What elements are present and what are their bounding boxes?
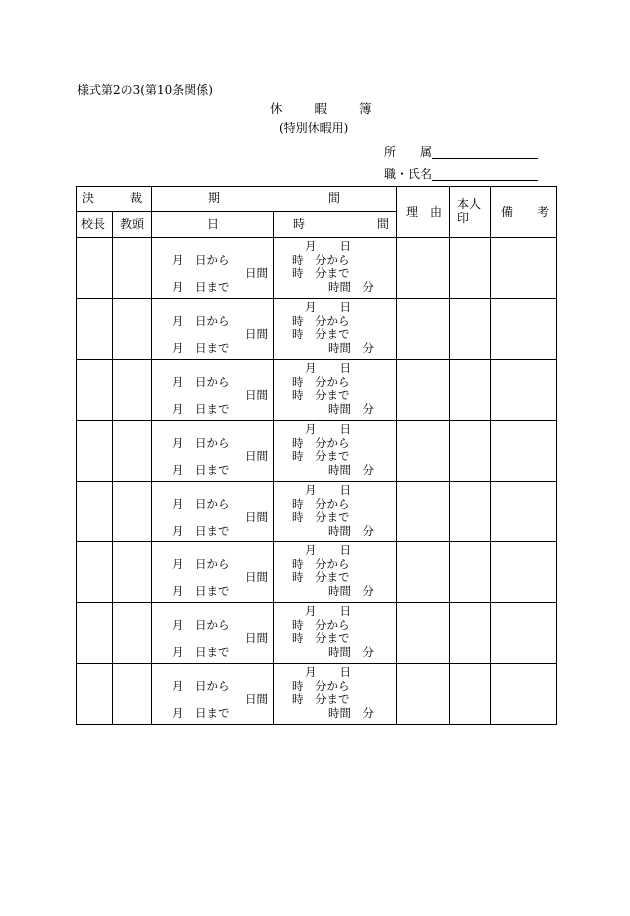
header-seal: 本人 <box>457 197 482 211</box>
row-month-from: 月 日から <box>172 497 230 511</box>
row-month-day: 月 日 <box>305 422 351 436</box>
row-time-from: 時 分から <box>292 375 350 389</box>
col-line-decision <box>151 186 152 725</box>
affiliation-label: 所 属 <box>384 145 433 159</box>
table-border-bottom <box>76 724 557 725</box>
row-month-from: 月 日から <box>172 436 230 450</box>
row-month-from: 月 日から <box>172 375 230 389</box>
table-border-left <box>76 186 77 725</box>
row-days: 日間 <box>245 266 268 280</box>
row-time-from: 時 分から <box>292 497 350 511</box>
row-hours-minutes: 時間 分 <box>328 645 374 659</box>
col-line-seal <box>490 186 491 725</box>
row-time-to: 時 分まで <box>292 510 350 524</box>
row-hours-minutes: 時間 分 <box>328 706 374 720</box>
row-month-to: 月 日まで <box>172 463 230 477</box>
table-border-right <box>556 186 557 725</box>
row-time-to: 時 分まで <box>292 266 350 280</box>
table-border-top <box>76 186 557 187</box>
title-char-3: 簿 <box>358 101 372 116</box>
row-month-from: 月 日から <box>172 679 230 693</box>
row-month-day: 月 日 <box>305 300 351 314</box>
row-month-day: 月 日 <box>305 239 351 253</box>
row-time-to: 時 分まで <box>292 570 350 584</box>
header-day: 日 <box>207 217 220 231</box>
row-hours-minutes: 時間 分 <box>328 341 374 355</box>
row-time-to: 時 分まで <box>292 327 350 341</box>
header-head-teacher: 教頭 <box>120 217 145 231</box>
row-line <box>76 663 557 664</box>
header-bottom-line <box>76 237 557 238</box>
title-char-1: 休 <box>270 101 283 116</box>
row-month-day: 月 日 <box>305 665 351 679</box>
row-hours-minutes: 時間 分 <box>328 280 374 294</box>
row-line <box>76 481 557 482</box>
row-line <box>76 298 557 299</box>
row-days: 日間 <box>245 692 268 706</box>
row-month-day: 月 日 <box>305 604 351 618</box>
form-number: 様式第2の3(第10条関係) <box>77 83 213 97</box>
col-line-period <box>396 186 397 725</box>
header-period: 期 間 <box>208 191 341 205</box>
row-line <box>76 602 557 603</box>
form-title <box>270 103 371 116</box>
form-subtitle: (特別休暇用) <box>279 121 349 135</box>
row-time-to: 時 分まで <box>292 388 350 402</box>
row-month-day: 月 日 <box>305 483 351 497</box>
row-time-to: 時 分まで <box>292 631 350 645</box>
row-month-from: 月 日から <box>172 314 230 328</box>
row-time-from: 時 分から <box>292 436 350 450</box>
row-month-from: 月 日から <box>172 557 230 571</box>
row-time-from: 時 分から <box>292 679 350 693</box>
row-month-day: 月 日 <box>305 361 351 375</box>
row-line <box>76 420 557 421</box>
header-principal: 校長 <box>81 217 106 231</box>
row-time-from: 時 分から <box>292 253 350 267</box>
row-time-from: 時 分から <box>292 618 350 632</box>
row-month-to: 月 日まで <box>172 706 230 720</box>
row-month-from: 月 日から <box>172 618 230 632</box>
row-days: 日間 <box>245 388 268 402</box>
header-time: 時 間 <box>293 217 390 231</box>
row-month-to: 月 日まで <box>172 341 230 355</box>
row-hours-minutes: 時間 分 <box>328 402 374 416</box>
row-days: 日間 <box>245 631 268 645</box>
row-line <box>76 359 557 360</box>
row-days: 日間 <box>245 510 268 524</box>
affiliation-line <box>432 158 538 159</box>
row-time-to: 時 分まで <box>292 449 350 463</box>
header-seal-mark: 印 <box>457 211 470 225</box>
leave-table <box>76 186 557 725</box>
row-hours-minutes: 時間 分 <box>328 524 374 538</box>
row-hours-minutes: 時間 分 <box>328 463 374 477</box>
row-month-from: 月 日から <box>172 253 230 267</box>
title-char-2: 暇 <box>314 101 327 116</box>
col-line-principal <box>112 211 113 725</box>
row-hours-minutes: 時間 分 <box>328 584 374 598</box>
row-line <box>76 541 557 542</box>
row-time-from: 時 分から <box>292 557 350 571</box>
row-month-to: 月 日まで <box>172 280 230 294</box>
row-days: 日間 <box>245 570 268 584</box>
row-days: 日間 <box>245 449 268 463</box>
header-decision: 決 裁 <box>82 191 143 205</box>
header-reason: 理 由 <box>406 205 443 219</box>
row-time-to: 時 分まで <box>292 692 350 706</box>
row-month-day: 月 日 <box>305 543 351 557</box>
row-month-to: 月 日まで <box>172 524 230 538</box>
col-line-reason <box>449 186 450 725</box>
name-label: 職・氏名 <box>384 167 433 181</box>
row-month-to: 月 日まで <box>172 645 230 659</box>
row-month-to: 月 日まで <box>172 584 230 598</box>
col-line-day <box>273 211 274 725</box>
name-line <box>432 180 538 181</box>
row-days: 日間 <box>245 327 268 341</box>
row-month-to: 月 日まで <box>172 402 230 416</box>
row-time-from: 時 分から <box>292 314 350 328</box>
header-subrow-line <box>76 211 396 212</box>
header-remarks: 備 考 <box>501 205 550 219</box>
